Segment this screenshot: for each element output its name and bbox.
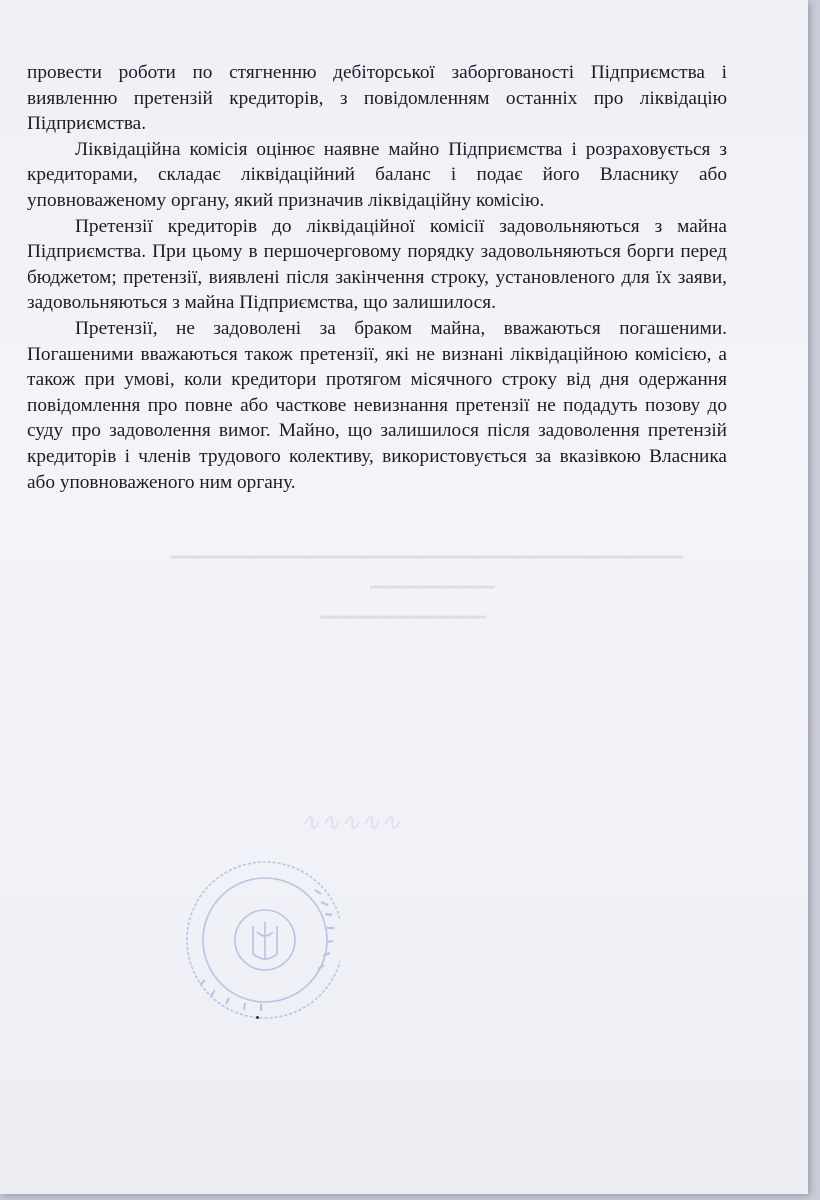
paragraph-continuation: провести роботи по стягненню дебіторської заборгованості Підприємства і виявленню претензій кредиторів, з повідомленням останніх про ліквідацію Підприємства. bbox=[27, 62, 727, 135]
paragraph-liquidation-commission: Ліквідаційна комісія оцінює наявне майно Підприємства і розраховується з кредиторами, складає ліквідаційний баланс і подає його Власнику або уповноваженому органу, який призначив ліквідаційну комісію. bbox=[27, 138, 727, 211]
ink-dot bbox=[256, 1016, 259, 1019]
paragraph-unsatisfied-claims: Претензії, не задоволені за браком майна, вважаються погашеними. Погашеними вважаються також претензії, які не визнані ліквідаційною комісією, а також при умові, коли кредитори протягом місячного строку від дня одержання повідомлення про повне або часткове невизнання претензії не подадуть позову до суду про задоволення вимог. Майно, що залишилося після задоволення претензій кредиторів і членів трудового колективу, використовується за вказівкою Власника або уповноваженого ним органу. bbox=[27, 317, 727, 493]
document-body bbox=[27, 60, 727, 495]
show-through-line: ▁▁▁▁▁▁▁▁▁▁▁▁▁▁▁▁▁▁▁▁▁▁▁▁▁▁▁▁▁▁▁▁▁▁▁▁▁ bbox=[170, 538, 683, 558]
seal-stamp-icon bbox=[165, 850, 340, 1025]
show-through-line: ▁▁▁▁▁▁▁▁▁▁▁▁ bbox=[320, 598, 487, 618]
paragraph-creditor-claims: Претензії кредиторів до ліквідаційної комісії задовольняються з майна Підприємства. При цьому в першочерговому порядку задовольняються борги перед бюджетом; претензії, виявлені після закінчення строку, установленого для їх заяви, задовольняються з майна Підприємства, що залишилося. bbox=[27, 215, 727, 314]
show-through-signature: ∿∿∿∿∿ bbox=[300, 810, 401, 836]
show-through-line: ▁▁▁▁▁▁▁▁▁ bbox=[370, 568, 495, 588]
